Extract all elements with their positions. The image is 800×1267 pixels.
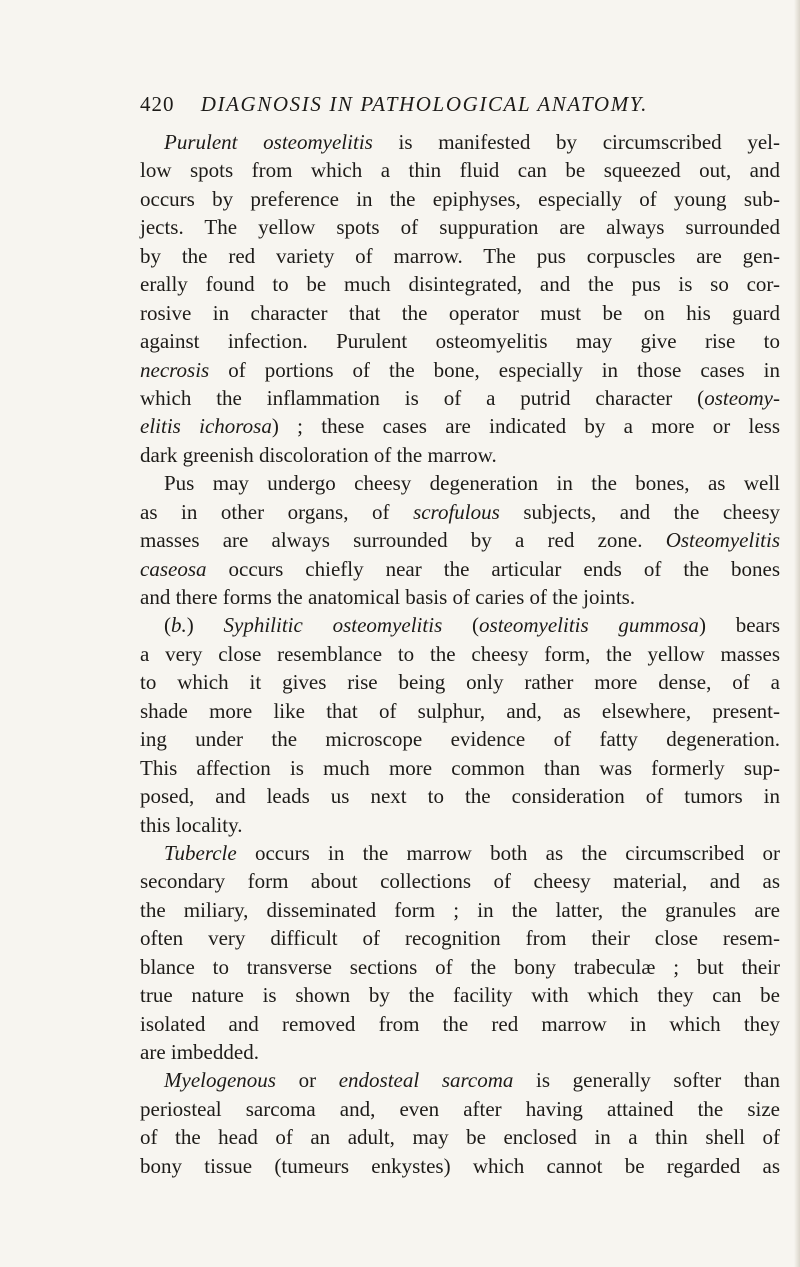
text-line	[140, 697, 780, 725]
italic-term: caseosa	[140, 556, 207, 581]
text-line	[140, 185, 780, 213]
text-line	[140, 867, 780, 895]
text-line	[140, 839, 780, 867]
text-line	[140, 128, 780, 156]
text-line	[140, 640, 780, 668]
text-span: this locality.	[140, 812, 243, 837]
text-span: bony tissue (tumeurs enkystes) which cannot be regarded as	[140, 1153, 780, 1178]
text-span: ) ; these cases are indicated by a more or less	[271, 414, 780, 439]
text-line	[140, 384, 780, 412]
page-edge-shadow	[794, 0, 800, 1267]
text-span: )	[186, 613, 224, 638]
text-line	[140, 754, 780, 782]
text-line	[140, 1095, 780, 1123]
text-span: and there forms the anatomical basis of caries of the joints.	[140, 585, 636, 609]
text-span: ing under the microscope evidence of fatty degeneration.	[140, 727, 780, 752]
text-span: by the red variety of marrow. The pus corpuscles are gen-	[140, 243, 780, 268]
text-span: is generally softer than	[513, 1068, 780, 1093]
text-line	[140, 299, 780, 327]
text-span: ) bears	[698, 613, 781, 638]
text-span: occurs in the marrow both as the circumscribed or	[236, 840, 780, 865]
text-span: jects. The yellow spots of suppuration are always surrounded	[140, 215, 780, 240]
text-line	[140, 583, 780, 611]
italic-term: Syphilitic osteomyelitis	[223, 613, 443, 638]
text-span: rosive in character that the operator must be on his guard	[140, 300, 780, 325]
text-line	[140, 924, 780, 952]
italic-term: b.	[171, 613, 187, 638]
text-span: occurs chiefly near the articular ends of the bones	[206, 556, 780, 581]
text-line	[140, 981, 780, 1009]
text-line	[140, 1123, 780, 1151]
text-line	[140, 469, 780, 497]
text-line	[140, 811, 780, 839]
text-line	[140, 327, 780, 355]
text-span: of the head of an adult, may be enclosed in a thin shell of	[140, 1125, 780, 1150]
text-line	[140, 1066, 780, 1094]
text-span: masses are always surrounded by a red zone.	[140, 528, 666, 553]
italic-term: Osteomyelitis	[665, 528, 780, 553]
text-span: posed, and leads us next to the consideration of tumors in	[140, 784, 780, 809]
text-line	[140, 953, 780, 981]
text-line	[140, 611, 780, 639]
text-span: to which it gives rise being only rather more dense, of a	[140, 670, 780, 695]
text-span: subjects, and the cheesy	[499, 499, 780, 524]
text-span: of portions of the bone, especially in those cases in	[209, 357, 780, 382]
text-span: or	[275, 1068, 339, 1093]
text-span: as in other organs, of	[140, 499, 414, 524]
running-title: DIAGNOSIS IN PATHOLOGICAL ANATOMY.	[200, 92, 648, 116]
text-span: dark greenish discoloration of the marrow.	[140, 442, 497, 467]
text-line	[140, 242, 780, 270]
text-line	[140, 725, 780, 753]
text-line	[140, 441, 780, 469]
text-span: which the inflammation is of a putrid character (	[140, 385, 705, 410]
text-span: occurs by preference in the epiphyses, especially of young sub-	[140, 186, 780, 211]
text-span: are imbedded.	[140, 1040, 259, 1064]
text-span: Pus may undergo cheesy degeneration in the bones, as well	[164, 471, 780, 496]
text-line	[140, 156, 780, 184]
text-span: often very difficult of recognition from their close resem-	[140, 926, 780, 951]
text-line	[140, 1010, 780, 1038]
italic-term: necrosis	[140, 357, 210, 382]
text-line	[140, 782, 780, 810]
text-span: (	[442, 613, 480, 638]
text-span: erally found to be much disintegrated, and the pus is so cor-	[140, 272, 780, 297]
text-line	[140, 213, 780, 241]
text-line	[140, 356, 780, 384]
running-header	[140, 92, 780, 122]
italic-term: elitis ichorosa	[140, 414, 272, 439]
text-line	[140, 1038, 780, 1066]
page-number: 420	[140, 92, 175, 116]
italic-term: osteomy-	[704, 385, 780, 410]
text-span: isolated and removed from the red marrow in which they	[140, 1011, 780, 1036]
text-line	[140, 526, 780, 554]
text-span: periosteal sarcoma and, even after having attained the size	[140, 1096, 780, 1121]
text-span: This affection is much more common than was formerly sup-	[140, 755, 780, 780]
italic-term: osteomyelitis gummosa	[479, 613, 699, 638]
text-line	[140, 668, 780, 696]
text-span: against infection. Purulent osteomyelitis may give rise to	[140, 329, 780, 354]
text-span: a very close resemblance to the cheesy form, the yellow masses	[140, 641, 780, 666]
text-span: the miliary, disseminated form ; in the latter, the granules are	[140, 897, 780, 922]
text-span: shade more like that of sulphur, and, as elsewhere, present-	[140, 698, 780, 723]
italic-term: Myelogenous	[164, 1068, 276, 1093]
italic-term: Purulent osteomyelitis	[164, 130, 373, 154]
text-line	[140, 270, 780, 298]
text-line	[140, 412, 780, 440]
text-span: blance to transverse sections of the bony trabeculæ ; but their	[140, 954, 780, 979]
text-span: (	[164, 613, 171, 638]
text-line	[140, 498, 780, 526]
italic-term: endosteal sarcoma	[338, 1068, 514, 1093]
body-text	[140, 128, 780, 1180]
text-span: true nature is shown by the facility with which they can be	[140, 983, 780, 1008]
text-line	[140, 896, 780, 924]
text-span: is manifested by circumscribed yel-	[372, 130, 780, 154]
italic-term: Tubercle	[164, 840, 237, 865]
text-span: low spots from which a thin fluid can be squeezed out, and	[140, 158, 780, 183]
text-span: secondary form about collections of cheesy material, and as	[140, 869, 780, 894]
italic-term: scrofulous	[413, 499, 500, 524]
text-line	[140, 1152, 780, 1180]
text-line	[140, 555, 780, 583]
